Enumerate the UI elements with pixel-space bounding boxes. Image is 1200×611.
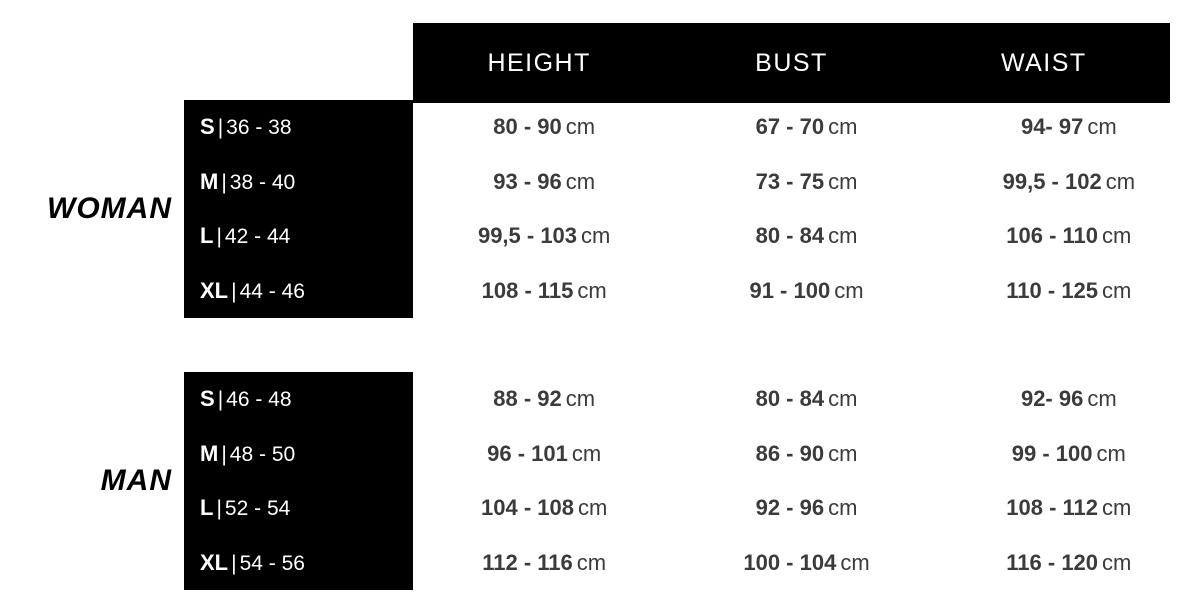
group-label-man: MAN xyxy=(100,464,172,497)
cell-size xyxy=(0,550,413,576)
waist-unit: cm xyxy=(1087,386,1117,412)
cell-size xyxy=(0,278,413,304)
bust-value: 80 - 84 xyxy=(755,223,825,249)
size-separator: | xyxy=(221,442,227,466)
height-unit: cm xyxy=(577,277,607,303)
size-separator: | xyxy=(217,116,224,140)
waist-value: 94- 97 xyxy=(1020,114,1084,140)
size-eu: 48 - 50 xyxy=(229,442,296,466)
size-eu: 54 - 56 xyxy=(239,551,305,575)
cell-waist xyxy=(938,169,1200,195)
height-unit: cm xyxy=(571,440,602,466)
cell-bust xyxy=(675,386,937,412)
cell-height xyxy=(413,441,675,467)
column-header-bust: BUST xyxy=(755,48,828,77)
size-code: M xyxy=(200,440,219,466)
size-code: L xyxy=(200,495,214,521)
size-eu: 46 - 48 xyxy=(226,388,292,412)
cell-height xyxy=(413,495,675,521)
cell-height xyxy=(413,278,675,304)
size-eu: 52 - 54 xyxy=(224,497,291,521)
bust-value: 91 - 100 xyxy=(749,277,831,303)
cell-waist xyxy=(938,550,1200,576)
height-value: 80 - 90 xyxy=(493,114,562,140)
bust-value: 80 - 84 xyxy=(755,386,825,412)
waist-unit: cm xyxy=(1096,440,1126,466)
waist-value: 108 - 112 xyxy=(1006,495,1099,521)
group-man xyxy=(0,372,1200,590)
waist-unit: cm xyxy=(1087,114,1117,140)
bust-unit: cm xyxy=(828,440,858,466)
cell-waist xyxy=(938,223,1200,249)
bust-unit: cm xyxy=(828,168,858,194)
height-value: 108 - 115 xyxy=(481,277,574,303)
bust-unit: cm xyxy=(828,386,858,412)
bust-value: 100 - 104 xyxy=(743,549,837,575)
size-code: XL xyxy=(200,277,229,303)
column-header-waist: WAIST xyxy=(1000,48,1087,77)
size-separator: | xyxy=(231,279,237,303)
bust-value: 92 - 96 xyxy=(755,495,825,521)
cell-height xyxy=(413,223,675,249)
table-row xyxy=(0,536,1200,591)
height-value: 96 - 101 xyxy=(487,440,568,466)
cell-bust xyxy=(675,550,937,576)
table-header-row xyxy=(413,23,1170,103)
group-rows-man xyxy=(0,372,1200,590)
bust-unit: cm xyxy=(828,223,858,249)
bust-value: 73 - 75 xyxy=(755,168,825,194)
waist-value: 110 - 125 xyxy=(1006,277,1099,303)
table-row xyxy=(0,427,1200,482)
height-unit: cm xyxy=(565,386,596,412)
cell-bust xyxy=(675,441,937,467)
height-unit: cm xyxy=(577,495,608,521)
size-separator: | xyxy=(231,551,237,575)
cell-height xyxy=(413,114,675,140)
cell-bust xyxy=(675,169,937,195)
cell-bust xyxy=(675,223,937,249)
size-eu: 36 - 38 xyxy=(226,116,292,140)
bust-value: 67 - 70 xyxy=(755,114,825,140)
cell-size xyxy=(0,169,413,195)
cell-height xyxy=(413,169,675,195)
size-separator: | xyxy=(216,225,222,249)
waist-unit: cm xyxy=(1102,495,1132,521)
size-eu: 42 - 44 xyxy=(224,225,291,249)
bust-unit: cm xyxy=(828,495,858,521)
height-unit: cm xyxy=(581,223,611,249)
cell-bust xyxy=(675,278,937,304)
group-rows-woman xyxy=(0,100,1200,318)
cell-bust xyxy=(675,114,937,140)
height-value: 99,5 - 103 xyxy=(477,223,578,249)
cell-waist xyxy=(938,441,1200,467)
size-code: L xyxy=(200,223,214,249)
cell-size xyxy=(0,114,413,140)
size-code: XL xyxy=(200,549,229,575)
waist-unit: cm xyxy=(1105,168,1136,194)
size-code: S xyxy=(200,114,215,140)
height-value: 104 - 108 xyxy=(481,495,574,521)
waist-value: 92- 96 xyxy=(1020,386,1084,412)
bust-unit: cm xyxy=(840,549,870,575)
bust-value: 86 - 90 xyxy=(755,440,825,466)
table-row xyxy=(0,264,1200,319)
table-row xyxy=(0,209,1200,264)
height-value: 112 - 116 xyxy=(482,549,573,575)
height-unit: cm xyxy=(576,549,607,575)
size-eu: 44 - 46 xyxy=(239,279,305,303)
cell-waist xyxy=(938,114,1200,140)
cell-height xyxy=(413,386,675,412)
table-row xyxy=(0,481,1200,536)
table-row xyxy=(0,155,1200,210)
waist-value: 116 - 120 xyxy=(1006,549,1099,575)
height-value: 88 - 92 xyxy=(493,386,562,412)
cell-size xyxy=(0,495,413,521)
table-row xyxy=(0,100,1200,155)
bust-unit: cm xyxy=(828,114,858,140)
size-code: S xyxy=(200,386,215,412)
table-row xyxy=(0,372,1200,427)
height-unit: cm xyxy=(565,114,596,140)
waist-unit: cm xyxy=(1102,223,1132,249)
size-code: M xyxy=(200,168,219,194)
group-label-woman: WOMAN xyxy=(47,192,172,225)
waist-value: 99 - 100 xyxy=(1011,440,1093,466)
group-woman xyxy=(0,100,1200,318)
size-eu: 38 - 40 xyxy=(229,170,296,194)
cell-size xyxy=(0,386,413,412)
waist-value: 99,5 - 102 xyxy=(1002,168,1102,194)
column-header-height: HEIGHT xyxy=(487,48,591,77)
height-value: 93 - 96 xyxy=(493,168,562,194)
cell-waist xyxy=(938,495,1200,521)
size-separator: | xyxy=(216,497,222,521)
waist-value: 106 - 110 xyxy=(1006,223,1099,249)
waist-unit: cm xyxy=(1102,277,1132,303)
size-separator: | xyxy=(217,388,224,412)
height-unit: cm xyxy=(565,168,596,194)
size-separator: | xyxy=(221,170,227,194)
cell-height xyxy=(413,550,675,576)
cell-waist xyxy=(938,278,1200,304)
bust-unit: cm xyxy=(834,277,864,303)
cell-size xyxy=(0,441,413,467)
cell-size xyxy=(0,223,413,249)
waist-unit: cm xyxy=(1102,549,1132,575)
cell-waist xyxy=(938,386,1200,412)
cell-bust xyxy=(675,495,937,521)
